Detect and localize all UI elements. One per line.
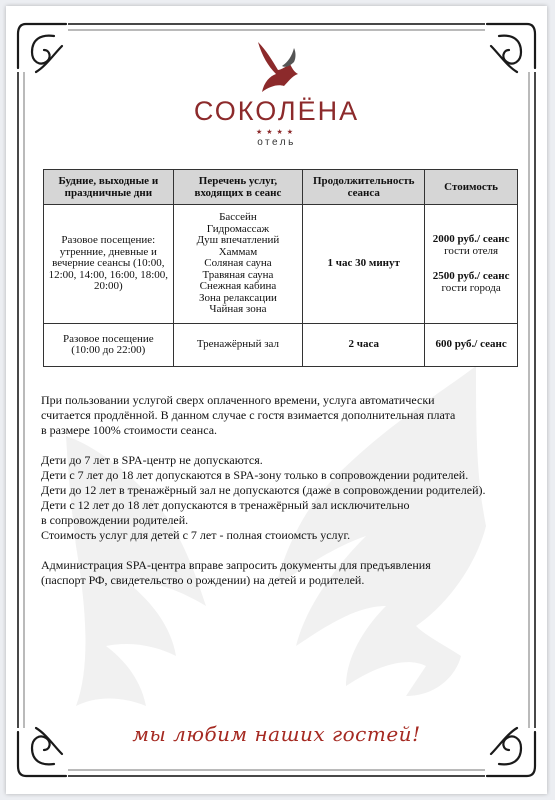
falcon-logo-icon [254,42,302,94]
price-cell [425,205,518,324]
note-line: в сопровождении родителей. [41,513,189,527]
duration-cell: 2 часа [303,324,425,367]
service-item: Чайная зона [209,303,267,316]
header-days: Будние, выходные и праздничные дни [44,170,174,205]
table-row [44,324,518,367]
service-item: Хаммам [218,245,258,258]
note-line: считается продлённой. В данном случае с гостя взимается дополнительная плата [41,408,456,422]
services-table [43,169,518,367]
price-amount: 2000 руб./ сеанс [432,233,510,245]
service-item: Душ впечатлений [196,234,280,247]
documents-note [41,558,521,588]
price-hotel-guests [429,234,513,257]
note-line: (паспорт РФ, свидетельство о рождении) на детей и родителей. [41,573,365,587]
price-audience: гости отеля [444,244,499,257]
duration-cell: 1 час 30 минут [303,205,425,324]
table-header-row [44,170,518,205]
service-item: Гидромассаж [206,222,270,235]
menu-sheet [6,6,547,794]
brand-name: СОКОЛЁНА [193,96,360,126]
visit-cell: Разовое посещение (10:00 до 22:00) [44,324,174,367]
note-line: Дети до 12 лет в тренажёрный зал не допускаются (даже в сопровождении родителей). [41,483,486,497]
rules-notes [41,393,521,603]
price-audience: гости города [441,281,501,294]
note-line: Администрация SPA-центра вправе запросить документы для предъявления [41,558,431,572]
service-item: Соляная сауна [204,257,272,270]
note-line: в размере 100% стоимости сеанса. [41,423,218,437]
brand-stars: ★★★★ [255,128,298,136]
note-line: Дети до 7 лет в SPA-центр не допускаются. [41,453,263,467]
service-item: Бассейн [219,211,257,224]
table-row [44,205,518,324]
service-item: Зона релаксации [198,291,277,304]
note-line: Дети с 7 лет до 18 лет допускаются в SPA-зону только в сопровождении родителей. [41,468,469,482]
note-line: Стоимость услуг для детей с 7 лет - полная стоиомсть услуг. [41,528,351,542]
header-duration: Продолжительность сеанса [303,170,425,205]
header-price: Стоимость [425,170,518,205]
extra-time-note [41,393,521,438]
slogan: мы любим наших гостей! [132,722,421,746]
note-line: Дети с 12 лет до 18 лет допускаются в тренажёрный зал исключительно [41,498,410,512]
note-line: При пользовании услугой сверх оплаченного времени, услуга автоматически [41,393,435,407]
children-rules [41,453,521,543]
services-cell [173,205,303,324]
service-item: Снежная кабина [199,280,277,293]
price-city-guests [429,271,513,294]
service-item: Травяная сауна [202,268,274,281]
header-services: Перечень услуг, входящих в сеанс [173,170,303,205]
price-amount: 2500 руб./ сеанс [432,270,510,282]
brand-subtitle: отель [257,137,296,148]
visit-cell: Разовое посещение: утренние, дневные и вечерние сеансы (10:00, 12:00, 14:00, 16:00, 18:00, 20:00) [44,205,174,324]
price-cell: 600 руб./ сеанс [425,324,518,367]
services-cell: Тренажёрный зал [173,324,303,367]
